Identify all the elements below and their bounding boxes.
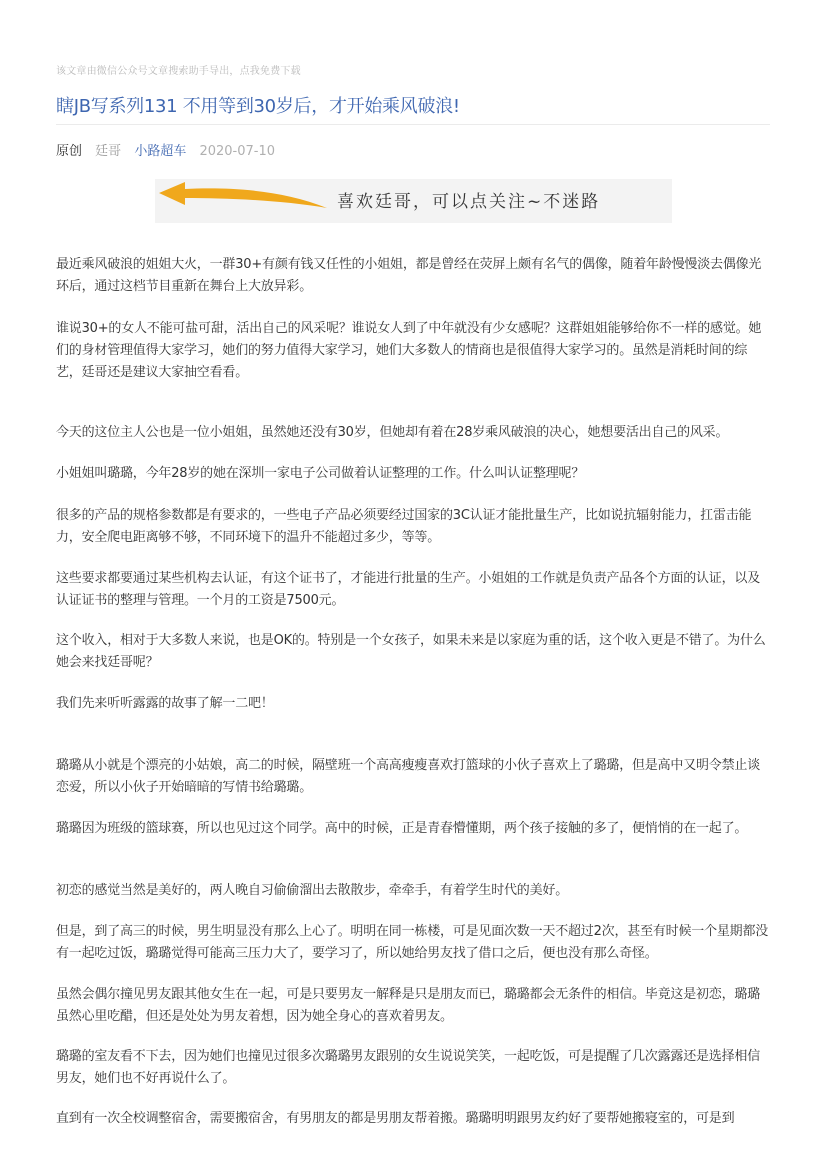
original-label: 原创 bbox=[56, 144, 83, 159]
title-divider bbox=[56, 124, 770, 125]
paragraph: 璐璐从小就是个漂亮的小姑娘，高二的时候，隔壁班一个高高瘦瘦喜欢打篮球的小伙子喜欢上了璐璐，但是高中又明令禁止谈恋爱，所以小伙子开始暗暗的写情书给璐璐。 bbox=[56, 758, 761, 795]
paragraph: 最近乘风破浪的姐姐大火，一群30+有颜有钱又任性的小姐姐，都是曾经在荧屏上颇有名气的偶像，随着年龄慢慢淡去偶像光环后，通过这档节目重新在舞台上大放异彩。 bbox=[56, 257, 762, 294]
paragraph: 但是，到了高三的时候，男生明显没有那么上心了。明明在同一栋楼，可是见面次数一天不超过2次，甚至有时候一个星期都没有一起吃过饭，璐璐觉得可能高三压力大了，要学习了，所以她给男友找了借口之后，便也没有那么奇怪。 bbox=[56, 924, 769, 961]
paragraph: 小姐姐叫璐璐，今年28岁的她在深圳一家电子公司做着认证整理的工作。什么叫认证整理呢？ bbox=[56, 466, 585, 481]
paragraph: 直到有一次全校调整宿舍，需要搬宿舍，有男朋友的都是男朋友帮着搬。璐璐明明跟男友约好了要帮她搬寝室的，可是到 bbox=[56, 1111, 735, 1126]
publish-date: 2020-07-10 bbox=[199, 144, 276, 159]
paragraph: 初恋的感觉当然是美好的，两人晚自习偷偷溜出去散散步，牵牵手，有着学生时代的美好。 bbox=[56, 883, 569, 898]
banner-text: 喜欢廷哥，可以点关注~不迷路 bbox=[337, 192, 601, 212]
author-name: 廷哥 bbox=[95, 144, 122, 159]
account-link[interactable]: 小路超车 bbox=[134, 144, 187, 159]
export-notice-link[interactable]: 该文章由微信公众号文章搜索助手导出，点我免费下载 bbox=[56, 66, 301, 77]
follow-banner bbox=[155, 179, 672, 223]
paragraph: 今天的这位主人公也是一位小姐姐，虽然她还没有30岁，但她却有着在28岁乘风破浪的决心，她想要活出自己的风采。 bbox=[56, 425, 729, 440]
paragraph: 很多的产品的规格参数都是有要求的，一些电子产品必须要经过国家的3C认证才能批量生产，比如说抗辐射能力，扛雷击能力，安全爬电距离够不够，不同环境下的温升不能超过多少，等等。 bbox=[56, 508, 752, 545]
paragraph: 璐璐因为班级的篮球赛，所以也见过这个同学。高中的时候，正是青春懵懂期，两个孩子接触的多了，便悄悄的在一起了。 bbox=[56, 821, 748, 836]
paragraph: 虽然会偶尔撞见男友跟其他女生在一起，可是只要男友一解释是只是朋友而已，璐璐都会无条件的相信。毕竟这是初恋，璐璐虽然心里吃醋，但还是处处为男友着想，因为她全身心的喜欢着男友。 bbox=[56, 987, 761, 1024]
paragraph: 我们先来听听露露的故事了解一二吧！ bbox=[56, 696, 274, 711]
paragraph: 谁说30+的女人不能可盐可甜，活出自己的风采呢？谁说女人到了中年就没有少女感呢？这群姐姐能够给你不一样的感觉。她们的身材管理值得大家学习，她们的努力值得大家学习，她们大多数人的情商也是很值得大家学习的。虽然是消耗时间的综艺，廷哥还是建议大家抽空看看。 bbox=[56, 321, 762, 380]
paragraph: 璐璐的室友看不下去，因为她们也撞见过很多次璐璐男友跟别的女生说说笑笑，一起吃饭，可是提醒了几次露露还是选择相信男友，她们也不好再说什么了。 bbox=[56, 1049, 761, 1086]
article-meta bbox=[56, 140, 284, 159]
arrow-icon bbox=[155, 179, 335, 223]
paragraph: 这些要求都要通过某些机构去认证，有这个证书了，才能进行批量的生产。小姐姐的工作就是负责产品各个方面的认证，以及认证证书的整理与管理。一个月的工资是7500元。 bbox=[56, 571, 761, 608]
paragraph: 这个收入，相对于大多数人来说，也是OK的。特别是一个女孩子，如果未来是以家庭为重的话，这个收入更是不错了。为什么她会来找廷哥呢？ bbox=[56, 633, 766, 670]
article-title: 瞎JB写系列131 不用等到30岁后，才开始乘风破浪! bbox=[56, 96, 460, 117]
